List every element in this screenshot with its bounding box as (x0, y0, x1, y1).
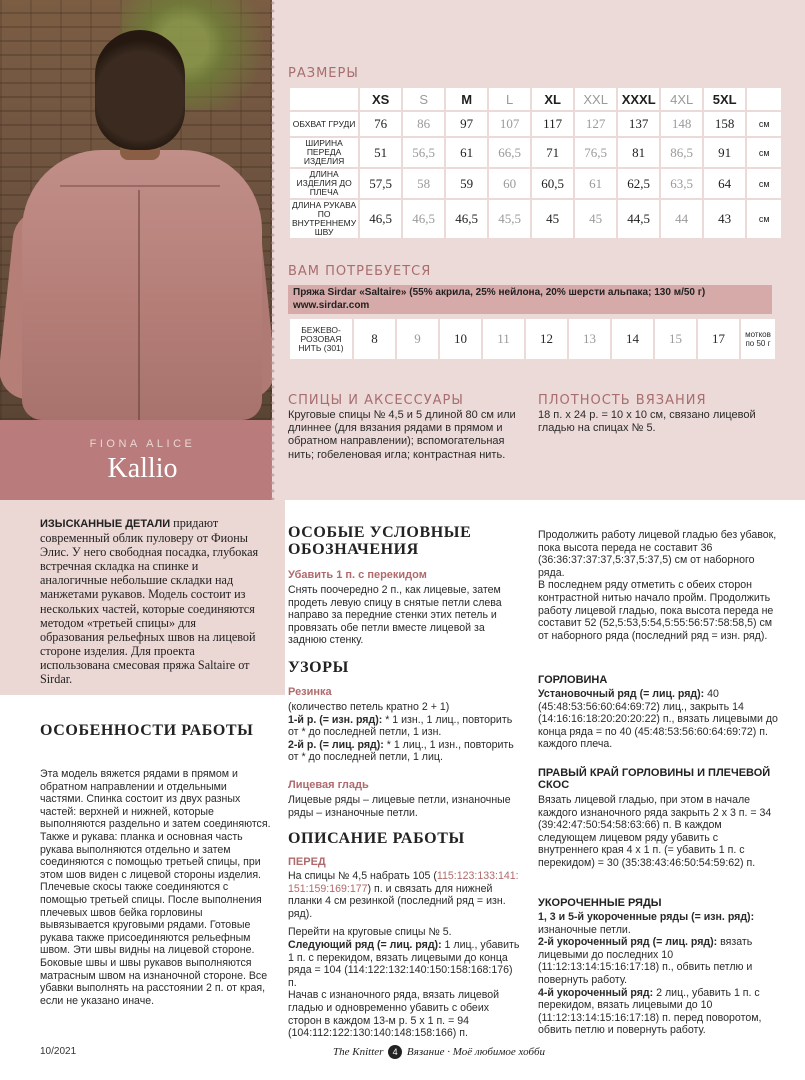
table-row: ДЛИНА РУКАВА ПО ВНУТРЕННЕМУ ШВУ 46,5 46,5 46,5 45,5 45 45 44,5 44 43 см (290, 200, 781, 238)
yarn-website: www.sirdar.com (293, 300, 370, 311)
short-rows-title: УКОРОЧЕННЫЕ РЯДЫ (538, 897, 662, 909)
issue-number: 10/2021 (40, 1046, 77, 1057)
size-header: M (446, 88, 487, 110)
stockinette-title: Лицевая гладь (288, 779, 369, 791)
intro-paragraph: ИЗЫСКАННЫЕ ДЕТАЛИ придают современный облик пуловеру от Фионы Элис. У него свободная посадка, глубокая встречная складка на спинке и аналогичные небольшие складки над манжетами рукавов. Модель состоит из нескольких частей, которые соединяются методом «третьей спицы» для образования рельефных швов на лицевой стороне изделия. Для проекта использована смесовая пряжа Saltaire от Sirdar. (40, 516, 259, 687)
front-text: На спицы № 4,5 набрать 105 (115:123:133:141: 151:159:169:177) п. и связать для нижней планки 4 см резинкой (последний ряд = изн. ряд). Перейти на круговые спицы № 5. Следующий ряд (= лиц. ряд): 1 лиц., убавить 1 п. с перекидом, вязать лицевыми до конца ряда = 104 (114:122:132:140:150:158:168:176) п. Начав с изнаночного ряда, вязать лицевой гладью и одновременно убавить с обеих сторон в каждом 13-м р. 5 х 1 п. = 94 (104:112:122:130:140:148:158:166) п. (288, 870, 520, 1040)
gauge-text: 18 п. х 24 р. = 10 х 10 см, связано лицевой гладью на спицах № 5. (538, 409, 756, 435)
size-header: XXL (575, 88, 616, 110)
features-title: ОСОБЕННОСТИ РАБОТЫ (40, 722, 254, 739)
symbols-subtitle: Убавить 1 п. с перекидом (288, 569, 427, 581)
sizes-title: РАЗМЕРЫ (288, 66, 359, 81)
hero-photo (0, 0, 272, 420)
pattern-title: Kallio (107, 453, 178, 484)
title-band (0, 420, 285, 500)
size-header: 4XL (661, 88, 702, 110)
sizes-header-row (290, 88, 781, 110)
intro-lead: ИЗЫСКАННЫЕ ДЕТАЛИ (40, 518, 171, 530)
features-text: Эта модель вяжется рядами в прямом и обратном направлении и отдельными частями. Спинка состоит из двух разных частей: верхней и нижней, которые выполняются раздельно и затем соединяются. Также и рукава: планка и основная часть рукава выполняются отдельно и затем соединяются с помощью третьей спицы, при этом шов виден с лицевой стороны изделия. Плечевые скосы также соединяются с помощью третьей спицы. После выполнения плечевых швов бейка горловины вывязывается круговыми рядами. Готовые рукава также присоединяются рельефным швом. Эти швы видны на лицевой стороне. Боковые швы и швы рукавов выполняются матрасным швом на изнаночной стороне. Все убавки выполнять на расстоянии 2 п. от края, если не указано иначе. (40, 768, 271, 1007)
table-row: ОБХВАТ ГРУДИ 76 86 97 107 117 127 137 148 158 см (290, 112, 781, 136)
page-number: 4 (388, 1045, 402, 1059)
front-title: ПЕРЕД (288, 856, 326, 868)
yarn-name: Пряжа Sirdar «Saltaire» (55% акрила, 25% нейлона, 20% шерсти альпака; 130 м/50 г) (293, 287, 706, 298)
stockinette-text: Лицевые ряды – лицевые петли, изнаночные ряды – изнаночные петли. (288, 794, 511, 819)
table-row: ШИРИНА ПЕРЕДА ИЗДЕЛИЯ 51 56,5 61 66,5 71 76,5 81 86,5 91 см (290, 138, 781, 167)
size-header: XL (532, 88, 573, 110)
front-continued-text: Продолжить работу лицевой гладью без убавок, пока высота переда не составит 36 (36:36:37:37:37,5:37,5:37,5) см от наборного ряда. В последнем ряду отметить с обеих сторон контрастной нитью начало пройм. Продолжить работу лицевой гладью, пока высота переда не составит 52 (52,5:53,5:54,5:55:56:57:58:58,5) см от наборного ряда (последний ряд = изн. ряд). (538, 529, 777, 642)
work-title: ОПИСАНИЕ РАБОТЫ (288, 830, 465, 847)
right-neck-text: Вязать лицевой гладью, при этом в начале каждого изнаночного ряда закрыть 2 х 3 п. = 34 (39:42:47:50:54:58:63:66) п. В каждом следующем лицевом ряду убавить с внутреннего края 4 х 1 п. (= убавить 1 п. с перекидом) = 30 (35:38:43:46:50:54:59:62) п. (538, 794, 772, 869)
accessories-title: СПИЦЫ И АКСЕССУАРЫ (288, 393, 464, 408)
short-rows-text: 1, 3 и 5-й укороченные ряды (= изн. ряд): изнаночные петли. 2-й укороченный ряд (= лиц. ряд): вязать лицевыми до последних 10 (11:12:13:14:15:16:17:18) п., обвить петлю и повернуть работу. 4-й укороченный ряд: 2 лиц., убавить 1 п. с перекидом, вязать лицевыми до 10 (11:12:13:14:15:16:17:18) п. перед поворотом, обвить петлю и повернуть работу. (538, 911, 762, 1037)
size-header: XXXL (618, 88, 659, 110)
yarn-description (288, 285, 772, 314)
size-header: S (403, 88, 444, 110)
right-neck-title: ПРАВЫЙ КРАЙ ГОРЛОВИНЫ И ПЛЕЧЕВОЙ СКОС (538, 767, 771, 791)
symbols-title: ОСОБЫЕ УСЛОВНЫЕ ОБОЗНАЧЕНИЯ (288, 524, 472, 558)
neckline-text: Установочный ряд (= лиц. ряд): 40 (45:48:53:56:60:64:69:72) лиц., закрыть 14 (14:16:16:18:20:20:20:22) п., вязать лицевыми до конца ряда = по 40 (45:48:53:56:60:64:69:72) п. каждого плеча. (538, 688, 778, 751)
symbols-text: Снять поочередно 2 п., как лицевые, затем продеть левую спицу в снятые петли слева направо за передние стенки этих петель и провязать обе петли вместе лицевой за заднюю стенку. (288, 584, 502, 647)
gauge-title: ПЛОТНОСТЬ ВЯЗАНИЯ (538, 393, 707, 408)
sizes-table (288, 86, 783, 240)
row-label: БЕЖЕВО-РОЗОВАЯ НИТЬ (301) (290, 319, 352, 359)
row-label: ШИРИНА ПЕРЕДА ИЗДЕЛИЯ (290, 138, 358, 167)
rib-text: (количество петель кратно 2 + 1) 1-й р. (= изн. ряд): * 1 изн., 1 лиц., повторить от * до последней петли, 1 изн. 2-й р. (= лиц. ряд): * 1 лиц., 1 изн., повторить от * до последней петли, 1 лиц. (288, 701, 514, 764)
designer-name: FIONA ALICE (89, 438, 196, 450)
intro-box (0, 500, 285, 695)
materials-title: ВАМ ПОТРЕБУЕТСЯ (288, 264, 432, 279)
accessories-text: Круговые спицы № 4,5 и 5 длиной 80 см или длиннее (для вязания рядами в прямом и обратном направлении); вспомогательная нить; гобеленовая игла; контрастная нить. (288, 409, 516, 461)
size-header: L (489, 88, 530, 110)
neckline-title: ГОРЛОВИНА (538, 674, 608, 686)
row-label: ДЛИНА ИЗДЕЛИЯ ДО ПЛЕЧА (290, 169, 358, 198)
perforation-divider (270, 0, 276, 500)
row-label: ДЛИНА РУКАВА ПО ВНУТРЕННЕМУ ШВУ (292, 200, 357, 237)
patterns-title: УЗОРЫ (288, 659, 349, 676)
table-row: ДЛИНА ИЗДЕЛИЯ ДО ПЛЕЧА 57,5 58 59 60 60,5 61 62,5 63,5 64 см (290, 169, 781, 198)
rib-title: Резинка (288, 686, 332, 698)
footer-brand: The Knitter 4 Вязание · Моё любимое хобби (333, 1046, 546, 1058)
table-row: БЕЖЕВО-РОЗОВАЯ НИТЬ (301) 8 9 10 11 12 13 14 15 17 мотков по 50 г (290, 319, 775, 359)
size-header: 5XL (704, 88, 745, 110)
yarn-table (288, 317, 777, 361)
size-header: XS (360, 88, 401, 110)
row-label: ОБХВАТ ГРУДИ (290, 112, 358, 136)
